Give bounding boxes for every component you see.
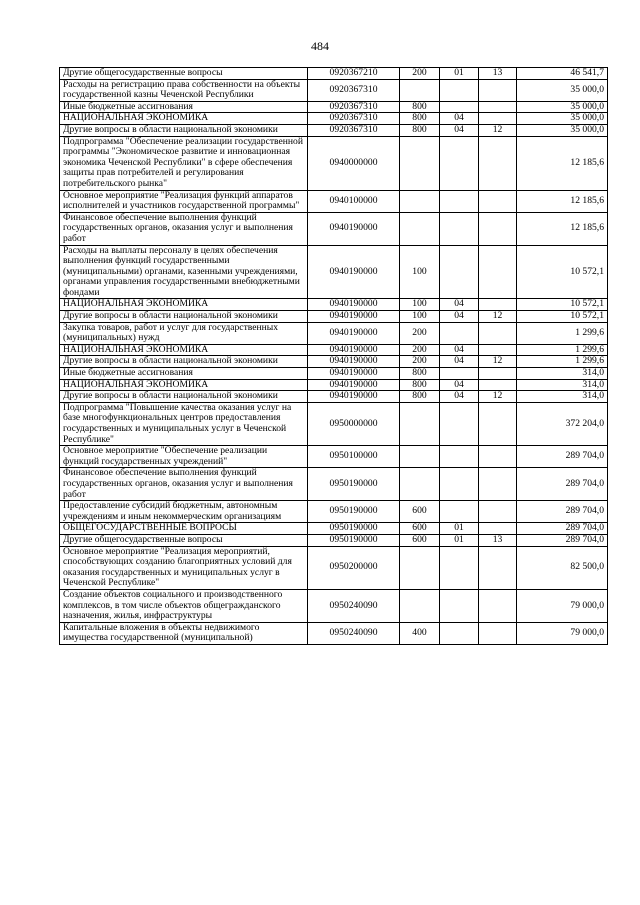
- row-target-code-cell: 0950190000: [308, 534, 400, 546]
- row-name-cell: Другие вопросы в области национальной экономики: [60, 124, 308, 136]
- row-target-code-cell: 0950240090: [308, 622, 400, 644]
- row-subsection-cell: [479, 446, 517, 468]
- row-section-cell: 04: [440, 344, 479, 356]
- row-subsection-cell: 13: [479, 534, 517, 546]
- table-row: [60, 589, 608, 622]
- table-row: [60, 79, 608, 101]
- row-section-cell: [440, 368, 479, 380]
- row-target-code-cell: 0950100000: [308, 446, 400, 468]
- row-name-cell: НАЦИОНАЛЬНАЯ ЭКОНОМИКА: [60, 379, 308, 391]
- row-subsection-cell: [479, 113, 517, 125]
- row-expense-type-cell: 400: [400, 622, 440, 644]
- row-amount-cell: 314,0: [517, 379, 608, 391]
- row-expense-type-cell: 800: [400, 101, 440, 113]
- row-section-cell: 04: [440, 391, 479, 403]
- row-expense-type-cell: 200: [400, 322, 440, 344]
- row-amount-cell: 35 000,0: [517, 79, 608, 101]
- row-amount-cell: 289 704,0: [517, 523, 608, 535]
- row-expense-type-cell: 100: [400, 245, 440, 299]
- row-section-cell: 04: [440, 379, 479, 391]
- row-amount-cell: 35 000,0: [517, 124, 608, 136]
- row-expense-type-cell: 600: [400, 534, 440, 546]
- row-subsection-cell: [479, 468, 517, 501]
- table-body: [60, 68, 608, 645]
- row-name-cell: НАЦИОНАЛЬНАЯ ЭКОНОМИКА: [60, 299, 308, 311]
- row-amount-cell: 1 299,6: [517, 356, 608, 368]
- row-name-cell: Создание объектов социального и производственного комплексов, в том числе объектов общегражданского назначения, жилья, инфраструктуры: [60, 589, 308, 622]
- row-name-cell: Другие общегосударственные вопросы: [60, 68, 308, 80]
- row-name-cell: ОБЩЕГОСУДАРСТВЕННЫЕ ВОПРОСЫ: [60, 523, 308, 535]
- row-expense-type-cell: 800: [400, 379, 440, 391]
- row-target-code-cell: 0920367310: [308, 124, 400, 136]
- row-section-cell: [440, 322, 479, 344]
- row-target-code-cell: 0940190000: [308, 391, 400, 403]
- row-name-cell: Подпрограмма "Обеспечение реализации государственной программы "Экономическое развитие и инновационная экономика Чеченской Республики" в сфере обеспечения защиты прав потребителей и регулирования потребительского рынка": [60, 136, 308, 190]
- row-name-cell: Иные бюджетные ассигнования: [60, 101, 308, 113]
- row-subsection-cell: [479, 101, 517, 113]
- table-row: [60, 113, 608, 125]
- row-section-cell: [440, 245, 479, 299]
- row-subsection-cell: [479, 344, 517, 356]
- row-name-cell: Другие общегосударственные вопросы: [60, 534, 308, 546]
- row-section-cell: [440, 446, 479, 468]
- row-amount-cell: 46 541,7: [517, 68, 608, 80]
- row-section-cell: 04: [440, 356, 479, 368]
- table-row: [60, 311, 608, 323]
- row-target-code-cell: 0940000000: [308, 136, 400, 190]
- row-subsection-cell: 12: [479, 311, 517, 323]
- row-expense-type-cell: [400, 402, 440, 445]
- row-target-code-cell: 0940190000: [308, 299, 400, 311]
- row-subsection-cell: [479, 322, 517, 344]
- row-target-code-cell: 0920367210: [308, 68, 400, 80]
- row-name-cell: НАЦИОНАЛЬНАЯ ЭКОНОМИКА: [60, 344, 308, 356]
- row-amount-cell: 1 299,6: [517, 322, 608, 344]
- row-amount-cell: 10 572,1: [517, 299, 608, 311]
- row-name-cell: Подпрограмма "Повышение качества оказания услуг на базе многофункциональных центров предоставления государственных и муниципальных услуг в Чеченской Республике": [60, 402, 308, 445]
- row-amount-cell: 289 704,0: [517, 446, 608, 468]
- row-section-cell: 04: [440, 113, 479, 125]
- row-name-cell: Другие вопросы в области национальной экономики: [60, 311, 308, 323]
- row-subsection-cell: [479, 190, 517, 212]
- table-row: [60, 68, 608, 80]
- row-target-code-cell: 0950190000: [308, 501, 400, 523]
- row-name-cell: НАЦИОНАЛЬНАЯ ЭКОНОМИКА: [60, 113, 308, 125]
- row-subsection-cell: [479, 379, 517, 391]
- table-row: [60, 501, 608, 523]
- row-amount-cell: 35 000,0: [517, 101, 608, 113]
- row-amount-cell: 79 000,0: [517, 622, 608, 644]
- row-section-cell: [440, 101, 479, 113]
- row-target-code-cell: 0940190000: [308, 245, 400, 299]
- row-expense-type-cell: 600: [400, 523, 440, 535]
- row-expense-type-cell: 800: [400, 368, 440, 380]
- row-target-code-cell: 0940190000: [308, 379, 400, 391]
- row-target-code-cell: 0940190000: [308, 368, 400, 380]
- table-row: [60, 245, 608, 299]
- row-name-cell: Основное мероприятие "Реализация функций аппаратов исполнителей и участников государственной программы": [60, 190, 308, 212]
- row-section-cell: [440, 622, 479, 644]
- row-amount-cell: 10 572,1: [517, 311, 608, 323]
- row-section-cell: [440, 546, 479, 589]
- row-expense-type-cell: 100: [400, 311, 440, 323]
- table-row: [60, 344, 608, 356]
- table-row: [60, 190, 608, 212]
- row-section-cell: [440, 501, 479, 523]
- row-section-cell: 04: [440, 124, 479, 136]
- row-subsection-cell: 13: [479, 68, 517, 80]
- row-expense-type-cell: [400, 589, 440, 622]
- table-row: [60, 622, 608, 644]
- row-section-cell: 04: [440, 299, 479, 311]
- row-name-cell: Закупка товаров, работ и услуг для государственных (муниципальных) нужд: [60, 322, 308, 344]
- budget-table: [59, 67, 608, 645]
- row-subsection-cell: 12: [479, 124, 517, 136]
- row-expense-type-cell: 100: [400, 299, 440, 311]
- row-subsection-cell: [479, 212, 517, 245]
- row-section-cell: [440, 402, 479, 445]
- row-subsection-cell: [479, 589, 517, 622]
- row-amount-cell: 289 704,0: [517, 468, 608, 501]
- row-amount-cell: 82 500,0: [517, 546, 608, 589]
- table-row: [60, 101, 608, 113]
- row-section-cell: 01: [440, 534, 479, 546]
- table-row: [60, 356, 608, 368]
- row-section-cell: 01: [440, 523, 479, 535]
- row-subsection-cell: [479, 501, 517, 523]
- row-amount-cell: 314,0: [517, 368, 608, 380]
- row-target-code-cell: 0950190000: [308, 523, 400, 535]
- row-amount-cell: 1 299,6: [517, 344, 608, 356]
- row-target-code-cell: 0950200000: [308, 546, 400, 589]
- row-amount-cell: 12 185,6: [517, 212, 608, 245]
- row-target-code-cell: 0920367310: [308, 101, 400, 113]
- row-name-cell: Расходы на регистрацию права собственности на объекты государственной казны Чеченской Республики: [60, 79, 308, 101]
- row-expense-type-cell: 600: [400, 501, 440, 523]
- table-row: [60, 212, 608, 245]
- row-expense-type-cell: [400, 212, 440, 245]
- row-name-cell: Предоставление субсидий бюджетным, автономным учреждениям и иным некоммерческим организациям: [60, 501, 308, 523]
- row-name-cell: Капитальные вложения в объекты недвижимого имущества государственной (муниципальной): [60, 622, 308, 644]
- row-subsection-cell: [479, 523, 517, 535]
- table-row: [60, 402, 608, 445]
- table-row: [60, 534, 608, 546]
- row-target-code-cell: 0950190000: [308, 468, 400, 501]
- row-amount-cell: 35 000,0: [517, 113, 608, 125]
- row-amount-cell: 289 704,0: [517, 501, 608, 523]
- table-row: [60, 124, 608, 136]
- row-section-cell: [440, 190, 479, 212]
- row-name-cell: Основное мероприятие "Реализация мероприятий, способствующих созданию благоприятных условий для оказания государственных и муниципальных услуг в Чеченской Республике": [60, 546, 308, 589]
- row-subsection-cell: 12: [479, 391, 517, 403]
- row-target-code-cell: 0920367310: [308, 113, 400, 125]
- row-name-cell: Финансовое обеспечение выполнения функций государственных органов, оказания услуг и выполнения работ: [60, 212, 308, 245]
- table-row: [60, 546, 608, 589]
- row-name-cell: Иные бюджетные ассигнования: [60, 368, 308, 380]
- row-subsection-cell: [479, 622, 517, 644]
- row-target-code-cell: 0940190000: [308, 212, 400, 245]
- table-row: [60, 523, 608, 535]
- row-section-cell: [440, 79, 479, 101]
- row-name-cell: Другие вопросы в области национальной экономики: [60, 391, 308, 403]
- row-expense-type-cell: [400, 446, 440, 468]
- row-target-code-cell: 0920367310: [308, 79, 400, 101]
- row-expense-type-cell: 800: [400, 113, 440, 125]
- row-expense-type-cell: 200: [400, 344, 440, 356]
- row-target-code-cell: 0950000000: [308, 402, 400, 445]
- table-row: [60, 299, 608, 311]
- row-section-cell: [440, 589, 479, 622]
- row-expense-type-cell: 800: [400, 124, 440, 136]
- row-expense-type-cell: [400, 136, 440, 190]
- row-expense-type-cell: [400, 79, 440, 101]
- row-section-cell: [440, 136, 479, 190]
- page-number: 484: [311, 39, 329, 53]
- row-subsection-cell: [479, 546, 517, 589]
- row-amount-cell: 12 185,6: [517, 190, 608, 212]
- row-expense-type-cell: 200: [400, 356, 440, 368]
- row-subsection-cell: [479, 245, 517, 299]
- row-subsection-cell: 12: [479, 356, 517, 368]
- table-row: [60, 368, 608, 380]
- row-expense-type-cell: [400, 190, 440, 212]
- row-expense-type-cell: 200: [400, 68, 440, 80]
- row-subsection-cell: [479, 79, 517, 101]
- row-expense-type-cell: [400, 546, 440, 589]
- row-name-cell: Финансовое обеспечение выполнения функций государственных органов, оказания услуг и выполнения работ: [60, 468, 308, 501]
- row-subsection-cell: [479, 368, 517, 380]
- table-row: [60, 136, 608, 190]
- row-expense-type-cell: 800: [400, 391, 440, 403]
- row-section-cell: 01: [440, 68, 479, 80]
- table-row: [60, 322, 608, 344]
- row-subsection-cell: [479, 299, 517, 311]
- row-amount-cell: 12 185,6: [517, 136, 608, 190]
- row-expense-type-cell: [400, 468, 440, 501]
- row-amount-cell: 10 572,1: [517, 245, 608, 299]
- row-amount-cell: 372 204,0: [517, 402, 608, 445]
- table-row: [60, 379, 608, 391]
- row-section-cell: [440, 468, 479, 501]
- table-row: [60, 446, 608, 468]
- row-subsection-cell: [479, 136, 517, 190]
- row-subsection-cell: [479, 402, 517, 445]
- row-target-code-cell: 0940190000: [308, 322, 400, 344]
- row-target-code-cell: 0940190000: [308, 356, 400, 368]
- row-name-cell: Основное мероприятие "Обеспечение реализации функций государственных учреждений": [60, 446, 308, 468]
- row-target-code-cell: 0940190000: [308, 344, 400, 356]
- row-amount-cell: 289 704,0: [517, 534, 608, 546]
- row-section-cell: 04: [440, 311, 479, 323]
- table-row: [60, 391, 608, 403]
- row-target-code-cell: 0940190000: [308, 311, 400, 323]
- row-amount-cell: 79 000,0: [517, 589, 608, 622]
- table-row: [60, 468, 608, 501]
- row-target-code-cell: 0940100000: [308, 190, 400, 212]
- row-name-cell: Расходы на выплаты персоналу в целях обеспечения выполнения функций государственными (муниципальными) органами, казенными учреждениями, органами управления государственными внебюджетными фондами: [60, 245, 308, 299]
- row-section-cell: [440, 212, 479, 245]
- row-target-code-cell: 0950240090: [308, 589, 400, 622]
- row-name-cell: Другие вопросы в области национальной экономики: [60, 356, 308, 368]
- row-amount-cell: 314,0: [517, 391, 608, 403]
